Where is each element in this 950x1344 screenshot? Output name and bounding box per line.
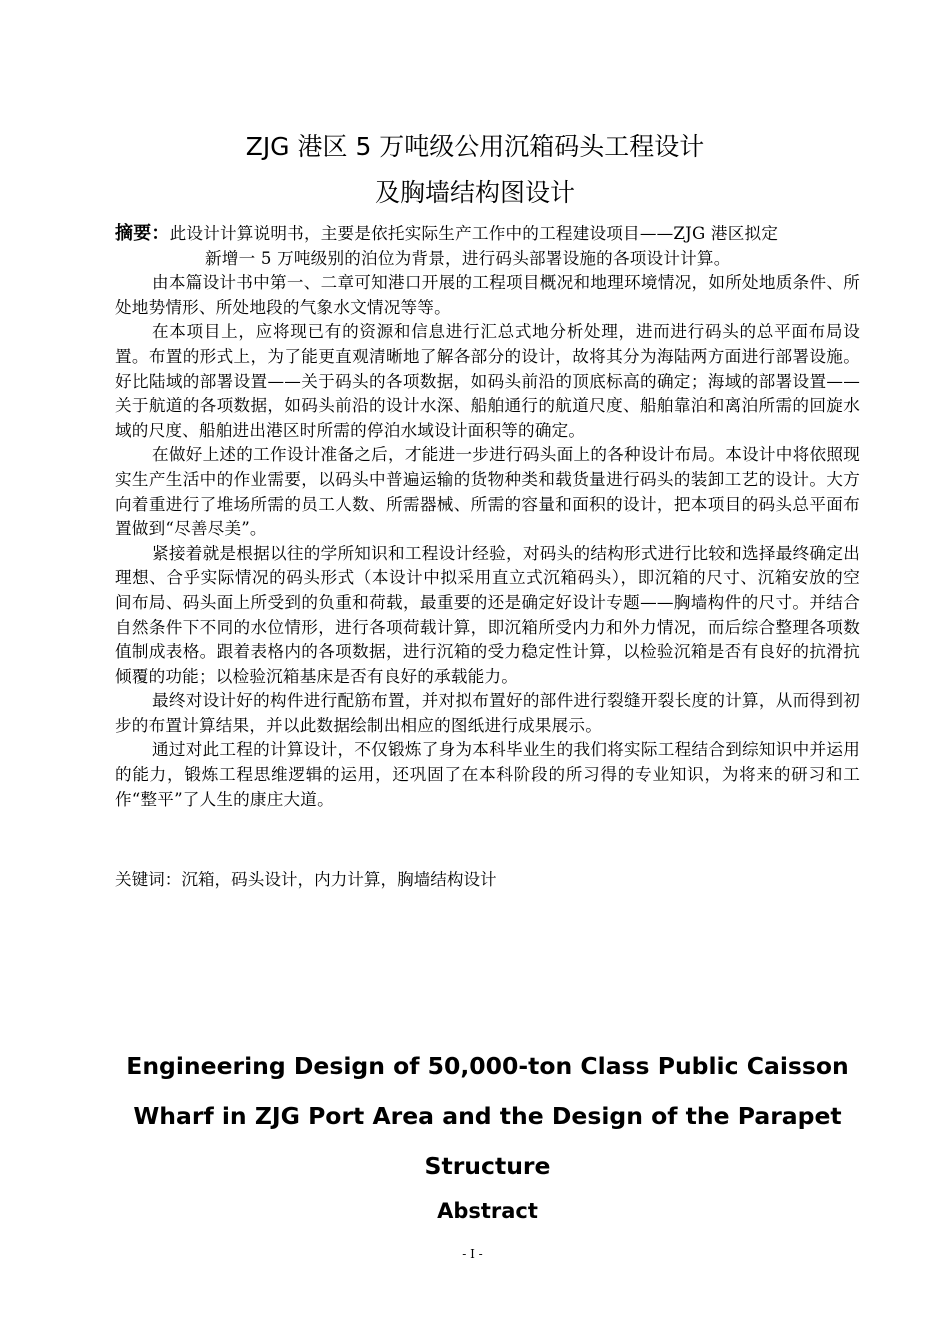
chinese-abstract bbox=[115, 222, 860, 812]
abstract-paragraph: 紧接着就是根据以往的学所知识和工程设计经验，对码头的结构形式进行比较和选择最终确定出理想、合乎实际情况的码头形式（本设计中拟采用直立式沉箱码头），即沉箱的尺寸、沉箱安放的空间布局、码头面上所受到的负重和荷载，最重要的还是确定好设计专题——胸墙构件的尺寸。并结合自然条件下不同的水位情形，进行各项荷载计算，即沉箱所受内力和外力情况，而后综合整理各项数值制成表格。跟着表格内的各项数据，进行沉箱的受力稳定性计算，以检验沉箱是否有良好的抗滑抗倾覆的功能；以检验沉箱基床是否有良好的承载能力。 bbox=[115, 543, 860, 686]
abstract-label: 摘要： bbox=[115, 223, 170, 244]
english-title-line-2: Wharf in ZJG Port Area and the Design of the Parapet bbox=[133, 1102, 842, 1130]
keywords-line: 关键词：沉箱，码头设计，内力计算，胸墙结构设计 bbox=[115, 870, 497, 889]
chinese-title-line-1: ZJG 港区 5 万吨级公用沉箱码头工程设计 bbox=[245, 132, 705, 161]
chinese-title-line-2: 及胸墙结构图设计 bbox=[374, 178, 575, 207]
english-abstract-heading: Abstract bbox=[437, 1199, 538, 1223]
abstract-paragraph: 通过对此工程的计算设计，不仅锻炼了身为本科毕业生的我们将实际工程结合到综知识中并运用的能力，锻炼工程思维逻辑的运用，还巩固了在本科阶段的所习得的专业知识，为将来的研习和工作“整平”了人生的康庄大道。 bbox=[115, 740, 860, 809]
english-title-line-1: Engineering Design of 50,000-ton Class Public Caisson bbox=[126, 1052, 849, 1080]
abstract-paragraph: 由本篇设计书中第一、二章可知港口开展的工程项目概况和地理环境情况，如所处地质条件、所处地势情形、所处地段的气象水文情况等等。 bbox=[115, 273, 860, 317]
abstract-paragraph: 最终对设计好的构件进行配筋布置，并对拟布置好的部件进行裂缝开裂长度的计算，从而得到初步的布置计算结果，并以此数据绘制出相应的图纸进行成果展示。 bbox=[115, 691, 860, 735]
english-title-line-3: Structure bbox=[424, 1152, 551, 1180]
abstract-paragraph: 在本项目上，应将现已有的资源和信息进行汇总式地分析处理，进而进行码头的总平面布局设置。布置的形式上，为了能更直观清晰地了解各部分的设计，故将其分为海陆两方面进行部署设施。好比陆域的部署设置——关于码头的各项数据，如码头前沿的顶底标高的确定；海域的部署设置——关于航道的各项数据，如码头前沿的设计水深、船舶通行的航道尺度、船舶靠泊和离泊所需的回旋水域的尺度、船舶进出港区时所需的停泊水域设计面积等的确定。 bbox=[115, 322, 860, 440]
abstract-first-paragraph bbox=[115, 222, 860, 271]
abstract-first-line: 此设计计算说明书，主要是依托实际生产工作中的工程建设项目——ZJG 港区拟定 bbox=[169, 224, 779, 243]
abstract-paragraph: 在做好上述的工作设计准备之后，才能进一步进行码头面上的各种设计布局。本设计中将依照现实生产生活中的作业需要，以码头中普遍运输的货物种类和载货量进行码头的装卸工艺的设计。大方向着重进行了堆场所需的员工人数、所需器械、所需的容量和面积的设计，把本项目的码头总平面布置做到“尽善尽美”。 bbox=[115, 445, 860, 539]
page-number: - I - bbox=[462, 1247, 483, 1261]
abstract-first-continuation: 新增一 5 万吨级别的泊位为背景，进行码头部署设施的各项设计计算。 bbox=[205, 248, 731, 268]
